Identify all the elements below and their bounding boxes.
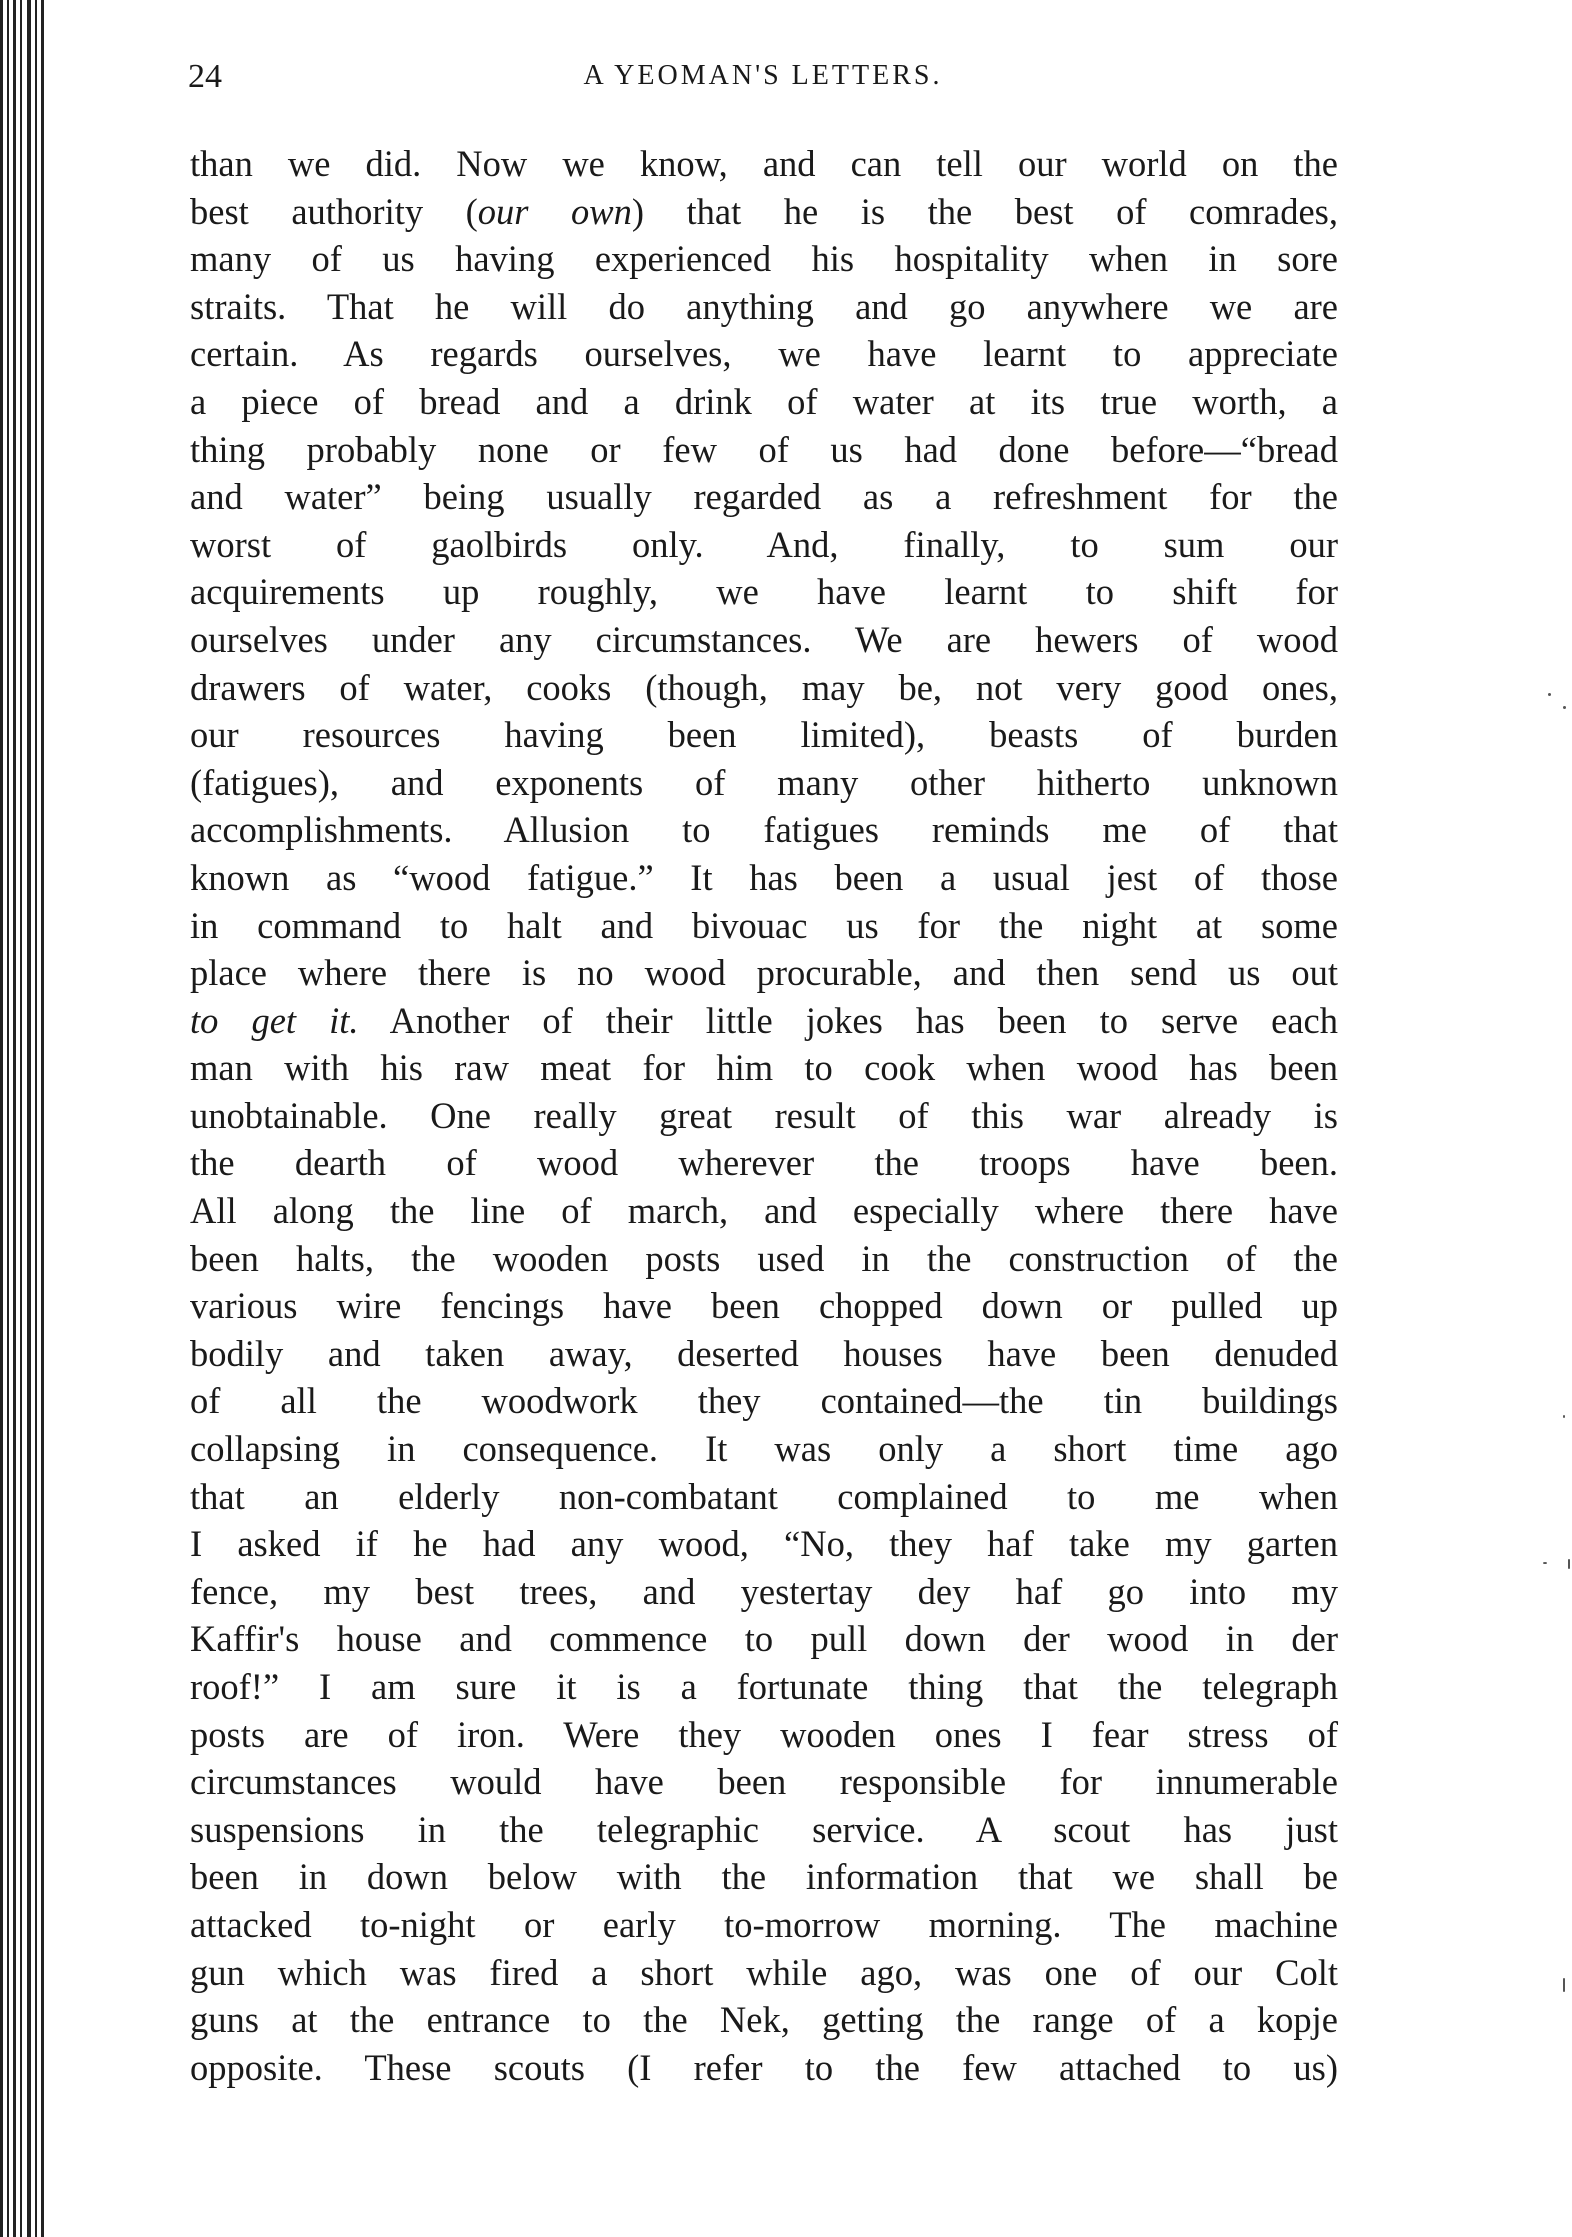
text-line: accomplishments. Allusion to fatigues reminds me of that xyxy=(190,809,1338,851)
text-line: unobtainable. One really great result of this war already is xyxy=(190,1094,1338,1136)
text-line: ourselves under any circumstances. We are hewers of wood xyxy=(190,618,1338,660)
text-line: worst of gaolbirds only. And, finally, to sum our xyxy=(190,523,1338,565)
scan-speck xyxy=(1563,706,1566,709)
text-line: bodily and taken away, deserted houses have been denuded xyxy=(190,1332,1338,1374)
text-line: attacked to-night or early to-morrow morning. The machine xyxy=(190,1903,1338,1945)
text-line: (fatigues), and exponents of many other hitherto unknown xyxy=(190,761,1338,803)
text-line: certain. As regards ourselves, we have learnt to appreciate xyxy=(190,333,1338,375)
text-line: I asked if he had any wood, “No, they haf take my garten xyxy=(190,1523,1338,1565)
text-line: that an elderly non-combatant complained to me when xyxy=(190,1475,1338,1517)
text-line: many of us having experienced his hospitality when in sore xyxy=(190,238,1338,280)
text-line-with-italic xyxy=(190,188,1338,236)
text-line: and water” being usually regarded as a refreshment for the xyxy=(190,476,1338,518)
text-line: guns at the entrance to the Nek, getting the range of a kopje xyxy=(190,1999,1338,2041)
text-line: various wire fencings have been chopped down or pulled up xyxy=(190,1285,1338,1327)
text-line: of all the woodwork they contained—the tin buildings xyxy=(190,1380,1338,1422)
text-line: circumstances would have been responsible for innumerable xyxy=(190,1761,1338,1803)
running-title: A YEOMAN'S LETTERS. xyxy=(583,60,943,91)
text-line: a piece of bread and a drink of water at its true worth, a xyxy=(190,380,1338,422)
page-binding-edge xyxy=(0,0,48,2237)
scan-speck xyxy=(1568,1559,1570,1569)
text-line: opposite. These scouts (I refer to the few attached to us) xyxy=(190,2046,1338,2088)
text-line: been in down below with the information that we shall be xyxy=(190,1856,1338,1898)
scan-speck xyxy=(1563,1978,1565,1992)
text-line: Kaffir's house and commence to pull down der wood in der xyxy=(190,1618,1338,1660)
text-line: gun which was fired a short while ago, was one of our Colt xyxy=(190,1951,1338,1993)
scan-speck xyxy=(1543,1562,1547,1564)
text-line: than we did. Now we know, and can tell our world on the xyxy=(190,143,1338,184)
text-fragment: best authority ( xyxy=(190,190,478,232)
text-line: straits. That he will do anything and go anywhere we are xyxy=(190,285,1338,327)
text-line: in command to halt and bivouac us for the night at some xyxy=(190,904,1338,946)
text-line: thing probably none or few of us had done before—“bread xyxy=(190,428,1338,470)
text-line: our resources having been limited), beasts of burden xyxy=(190,714,1338,756)
text-fragment: ) that he is the best of comrades, xyxy=(631,190,1338,232)
text-fragment: Another of their little jokes has been to serve each xyxy=(358,999,1338,1041)
text-line: All along the line of march, and especially where there have xyxy=(190,1190,1338,1232)
text-line: the dearth of wood wherever the troops have been. xyxy=(190,1142,1338,1184)
page-header xyxy=(188,58,1338,108)
body-text xyxy=(190,140,1338,2091)
italic-text: our own xyxy=(477,190,632,232)
text-line: acquirements up roughly, we have learnt to shift for xyxy=(190,571,1338,613)
text-line: collapsing in consequence. It was only a short time ago xyxy=(190,1428,1338,1470)
text-line: drawers of water, cooks (though, may be, not very good ones, xyxy=(190,666,1338,708)
text-line: posts are of iron. Were they wooden ones I fear stress of xyxy=(190,1713,1338,1755)
page-number: 24 xyxy=(188,58,222,95)
text-line: fence, my best trees, and yestertay dey haf go into my xyxy=(190,1570,1338,1612)
text-line: been halts, the wooden posts used in the construction of the xyxy=(190,1237,1338,1279)
text-line: man with his raw meat for him to cook when wood has been xyxy=(190,1047,1338,1089)
scan-speck xyxy=(1563,1415,1565,1418)
text-line: known as “wood fatigue.” It has been a usual jest of those xyxy=(190,856,1338,898)
scan-speck xyxy=(1548,693,1551,696)
italic-text: to get it. xyxy=(190,999,359,1041)
text-line: suspensions in the telegraphic service. A scout has just xyxy=(190,1808,1338,1850)
text-line: place where there is no wood procurable, and then send us out xyxy=(190,952,1338,994)
text-line-with-italic xyxy=(190,997,1338,1045)
text-line: roof!” I am sure it is a fortunate thing that the telegraph xyxy=(190,1666,1338,1707)
